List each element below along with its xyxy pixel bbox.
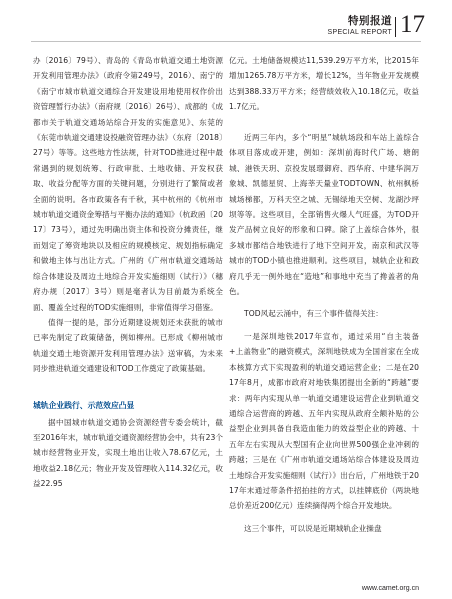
right-paragraph-3: TOD风起云涌中，有三个事件值得关注： <box>244 309 383 319</box>
right-paragraph-2: 近两三年内，多个“明星”城轨场段和车站上盖综合体项目落成或开建，例如：深圳前海时代广场、塘朗城、港铁天玥、京投发展璟御府、西华府、中建华润万象城、凯德星贸、上海莘天量业TODTOWN、杭州枫桥城场梯都，万科天空之城、无锡绿地天空树、龙湖沙坪坝等等。这些项目，全部销售火爆人气旺盛，为TOD开发产品树立良好的形象和口碑。除了上盖综合体外，很多城市都结合地铁进行了地下空间开发，南京和武汉等城市的TOD小镇也推进顺利。这些项目，城轨企业和政府几乎无一例外地在“造地”和事地中充当了搀盖者的角色。 <box>229 133 419 297</box>
left-paragraph-1: 办〔2016〕79号）、青岛的《青岛市轨道交通土地资源开发利用管理办法》（政府令第249号，2016）、南宁的《南宁市城市轨道交通综合开发建设用地使用权作价出资管理暂行办法》（南府规〔2016〕26号）、成都的《成都市关于轨道交通场站综合开发的实施意见》、东莞的《东莞市轨道交通建设投融资管理办法》（东府〔2018〕27号）等等。这些地方性法规，针对TOD推进过程中最常遇到的规划统筹、行政审批、土地收储、开发权获取、收益分配等方面的关键问题，分别进行了繁简或者全面的说明。各市政策各有千秋，其中杭州的《杭州市城市轨道交通资金筹措与平衡办法的通知》（杭政函〔2017〕73号），通过先明确出资主体和投资分摊责任，继而划定了筹资地块以及相应的规模核定、规划指标确定和做地主体与出让方式。广州的《广州市轨道交通场站综合体建设及周边土地综合开发实施细则（试行）》（穗府办规〔2017〕3号）则是毫者认为目前最为系统全面、覆盖全过程的TOD实施细则，非常值得学习借鉴。 <box>33 56 223 312</box>
right-paragraph-4: 一是深圳地铁2017年宣布，通过采用“自主装备+上盖物业”的融资模式，深圳地铁成为全国首家在全成本核算方式下实现盈利的轨道交通运营企业；二是在2017年8月，成都市政府对地铁集团提出全新的“跨越”要求：两年内实现从单一轨道交通建设运营企业到轨道交通综合运营商的跨越、五年内实现从政府全额补贴的公益型企业到具备自我造血能力的效益型企业的跨越、十五年左右实现从大型国有企业向世界500强企业冲刺的跨越；三是在《广州市轨道交通场站综合体建设及周边土地综合开发实施细则（试行）》出台后，广州地铁于2017年末通过带条件招拍挂的方式，以挂牌底价（两块地总价差近200亿元）连续摘得两个综合开发地块。 <box>229 331 419 511</box>
footer-url: www.camet.org.cn <box>361 585 419 592</box>
section-title: 特别报道 <box>348 15 392 27</box>
header-rule <box>31 41 421 42</box>
right-paragraph-5: 这三个事件，可以说是近期城轨企业操盘 <box>244 523 382 533</box>
left-column <box>33 53 223 492</box>
header-divider <box>395 17 396 37</box>
page-number: 17 <box>400 11 425 38</box>
section-title-en: SPECIAL REPORT <box>327 29 392 36</box>
right-column <box>229 53 419 536</box>
section-subheading: 城轨企业践行、示范效应凸显 <box>33 400 135 410</box>
page-header <box>0 0 452 44</box>
left-paragraph-2: 值得一提的是，部分近期建设规划还未获批的城市已率先制定了政策储备，例如柳州。已形成《柳州城市轨道交通土地资源开发利用管理办法》送审稿，为未来同步推进轨道交通建设和TOD工作奠定了政策基础。 <box>33 317 223 374</box>
right-paragraph-1: 亿元。土地储备规模达11,539.29万平方米，比2015年增加1265.78万平方米，增长12%，当年物业开发规模达到388.33万平方米；经营绩效收入10.18亿元，收益1.7亿元。 <box>229 56 419 112</box>
left-paragraph-3: 据中国城市轨道交通协会资源经营专委会统计，截至2016年末，城市轨道交通资源经营协会中，共有23个城市经营物业开发，实现土地出让收入78.67亿元，土地收益2.18亿元；物业开发及管理收入114.32亿元，收益22.95 <box>33 417 223 489</box>
